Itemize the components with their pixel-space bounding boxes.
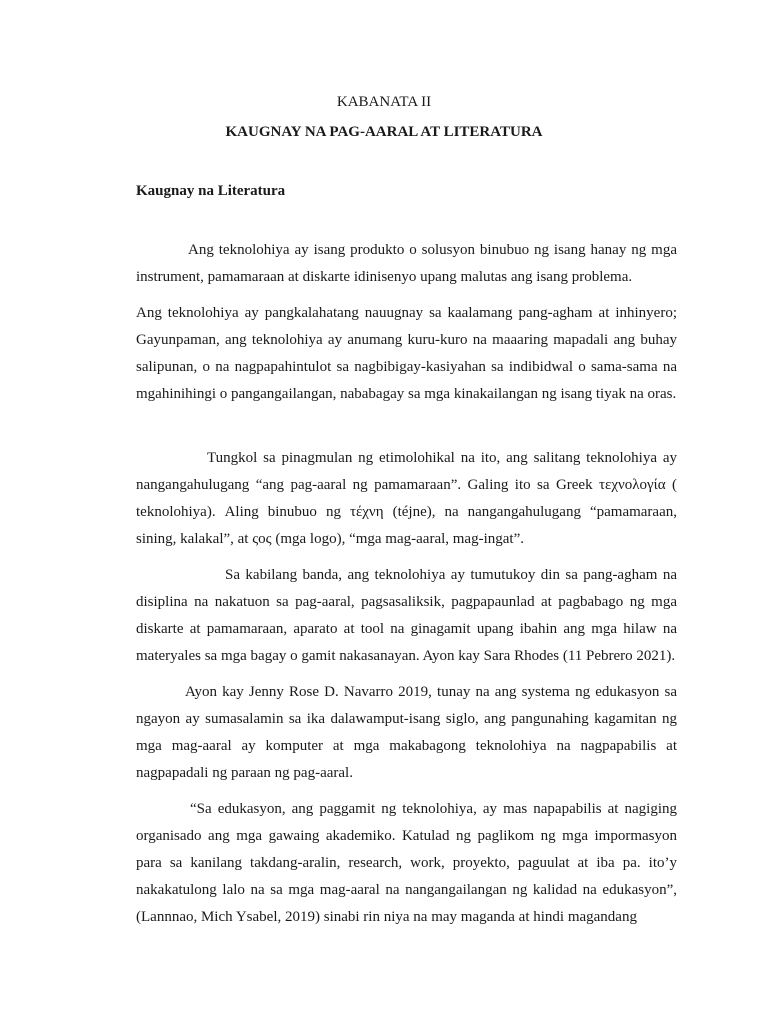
section-heading: Kaugnay na Literatura [136,183,286,199]
chapter-label: KABANATA II [336,94,432,110]
chapter-title: KAUGNAY NA PAG-AARAL AT LITERATURA [225,124,543,140]
paragraph-1: Ang teknolohiya ay isang produkto o solusyon binubuo ng isang hanay ng mga instrument, pamamaraan at diskarte idinisenyo upang malutas ang isang problema. [136,242,677,285]
paragraph-4: Sa kabilang banda, ang teknolohiya ay tumutukoy din sa pang-agham na disiplina na nakatuon sa pag-aaral, pagsasaliksik, pagpapaunlad at pagbabago ng mga diskarte at pamamaraan, aparato at tool na ginagamit upang ibahin ang mga hilaw na materyales sa mga bagay o gamit nakasanayan. Ayon kay Sara Rhodes (11 Pebrero 2021). [136,567,677,664]
paragraph-5: Ayon kay Jenny Rose D. Navarro 2019, tunay na ang systema ng edukasyon sa ngayon ay sumasalamin sa ika dalawamput-isang siglo, ang pangunahing kagamitan ng mga mag-aaral ay komputer at mga makabagong teknolohiya na nagpapabilis at nagpapadali ng paraan ng pag-aaral. [136,684,677,781]
paragraph-3: Tungkol sa pinagmulan ng etimolohikal na ito, ang salitang teknolohiya ay nangangahulugang “ang pag-aaral ng pamamaraan”. Galing ito sa Greek τεχνολογία ( teknolohiya). Aling binubuo ng τέχνη (téjne), na nangangahulugang “pamamaraan, sining, kalakal”, at ςος (mga logo), “mga mag-aaral, mag-ingat”. [136,450,677,547]
paragraph-6: “Sa edukasyon, ang paggamit ng teknolohiya, ay mas napapabilis at nagiging organisado ang mga gawaing akademiko. Katulad ng paglikom ng mga impormasyon para sa kanilang takdang-aralin, research, work, proyekto, paguulat at iba pa. ito’y nakakatulong lalo na sa mga mag-aaral na nangangailangan ng kalidad na edukasyon”, (Lannnao, Mich Ysabel, 2019) sinabi rin niya na may maganda at hindi magandang [136,801,677,925]
paragraph-2: Ang teknolohiya ay pangkalahatang nauugnay sa kaalamang pang-agham at inhinyero; Gayunpaman, ang teknolohiya ay anumang kuru-kuro na maaaring mapadali ang buhay salipunan, o na nagpapahintulot sa nagbibigay-kasiyahan sa indibidwal o sama-sama na mgahinihingi o pangangailangan, nababagay sa mga kinakailangan ng isang tiyak na oras. [136,305,677,402]
